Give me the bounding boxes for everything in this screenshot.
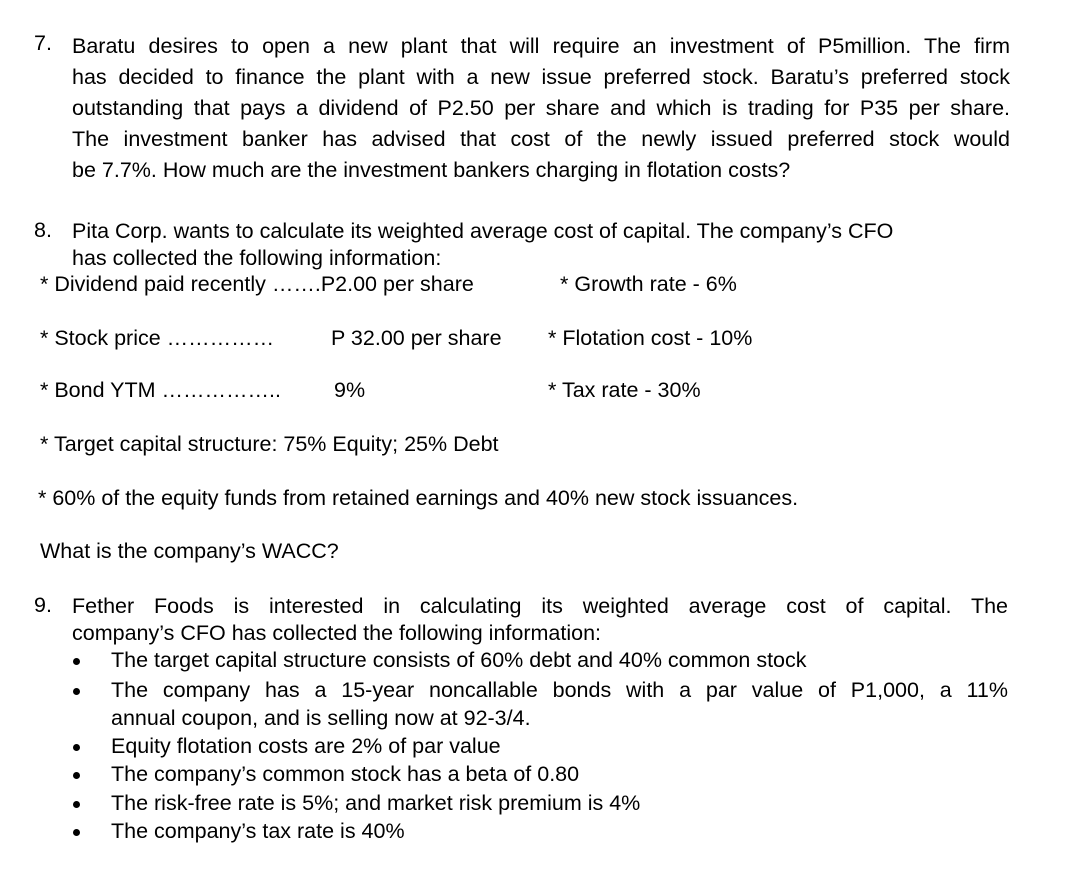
question-8-line: has collected the following information: <box>72 246 442 270</box>
target-structure-item: * Target capital structure: 75% Equity; 25% Debt <box>40 432 499 456</box>
question-7-text <box>72 31 1010 186</box>
bullet-icon <box>73 772 80 779</box>
question-7-line: be 7.7%. How much are the investment bankers charging in flotation costs? <box>72 158 791 182</box>
bullet-icon <box>73 688 80 695</box>
bullet-icon <box>73 801 80 808</box>
question-8-line: Pita Corp. wants to calculate its weighted average cost of capital. The company’s CFO <box>72 219 894 243</box>
bullet-icon <box>73 829 80 836</box>
list-item: The company has a 15-year noncallable bonds with a par value of P1,000, a 11% <box>111 678 1008 702</box>
tax-rate-item: * Tax rate - 30% <box>548 378 701 402</box>
question-7-line: Baratu desires to open a new plant that will require an investment of P5million. The firm <box>72 34 1010 58</box>
question-9-line: company’s CFO has collected the following information: <box>72 621 601 645</box>
equity-funds-item: * 60% of the equity funds from retained earnings and 40% new stock issuances. <box>38 486 799 510</box>
bond-ytm-label: * Bond YTM …………….. <box>40 378 281 402</box>
stock-price-value: P 32.00 per share <box>331 326 502 350</box>
question-8-number: 8. <box>34 218 52 242</box>
dividend-item: * Dividend paid recently …….P2.00 per share <box>40 272 474 296</box>
list-item: The company’s common stock has a beta of 0.80 <box>111 762 580 786</box>
question-7-number: 7. <box>34 31 52 55</box>
list-item: The risk-free rate is 5%; and market risk premium is 4% <box>111 791 641 815</box>
bullet-icon <box>73 658 80 665</box>
question-8-prompt: What is the company’s WACC? <box>40 539 339 563</box>
stock-price-label: * Stock price …………… <box>40 326 275 350</box>
question-9-text <box>72 593 1008 647</box>
list-item: The target capital structure consists of 60% debt and 40% common stock <box>111 648 807 672</box>
question-9-number: 9. <box>34 593 52 617</box>
bond-ytm-value: 9% <box>334 378 366 402</box>
list-item-continued: annual coupon, and is selling now at 92-3/4. <box>111 706 531 730</box>
flotation-cost-item: * Flotation cost - 10% <box>548 326 753 350</box>
list-item: Equity flotation costs are 2% of par value <box>111 734 501 758</box>
list-item: The company’s tax rate is 40% <box>111 819 405 843</box>
question-7-line: The investment banker has advised that cost of the newly issued preferred stock would <box>72 127 1010 151</box>
question-9-line: Fether Foods is interested in calculating its weighted average cost of capital. The <box>72 594 1008 618</box>
bullet-icon <box>73 744 80 751</box>
question-8-text <box>72 218 1010 272</box>
question-7-line: outstanding that pays a dividend of P2.50 per share and which is trading for P35 per share. <box>72 96 1010 120</box>
question-7-line: has decided to finance the plant with a new issue preferred stock. Baratu’s preferred stock <box>72 65 1010 89</box>
growth-rate-item: * Growth rate - 6% <box>560 272 737 296</box>
